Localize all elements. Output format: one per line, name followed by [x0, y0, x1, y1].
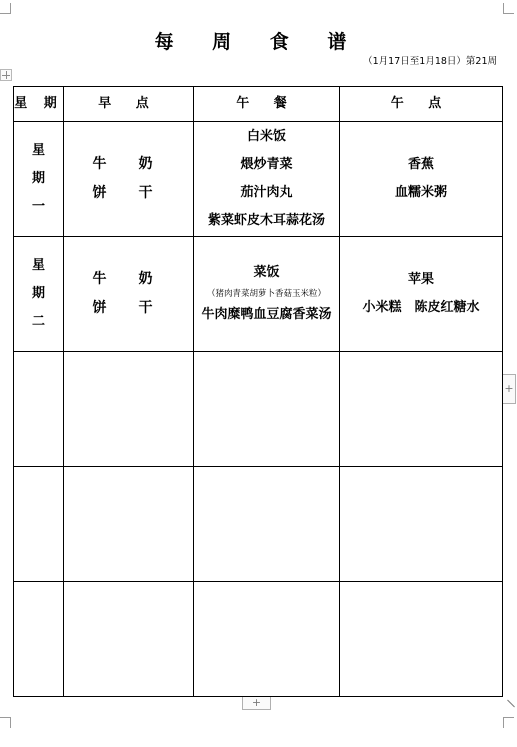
lunch-cell[interactable]	[194, 582, 340, 697]
table-row	[14, 237, 503, 352]
header-breakfast: 早 点	[64, 87, 194, 122]
weekly-menu-table	[13, 86, 503, 697]
lunch-cell[interactable]	[194, 122, 340, 237]
breakfast-item: 饼干	[92, 300, 185, 316]
breakfast-cell[interactable]	[64, 352, 194, 467]
day-cell[interactable]	[14, 122, 64, 237]
day-char: 星	[31, 258, 45, 273]
lunch-cell[interactable]	[194, 237, 340, 352]
lunch-item: 茄汁肉丸	[240, 185, 293, 200]
snack-cell[interactable]	[340, 467, 503, 582]
lunch-item: 紫菜虾皮木耳蒜花汤	[207, 213, 325, 228]
add-column-button[interactable]: +	[503, 374, 516, 404]
table-resize-handle-icon[interactable]	[504, 698, 516, 710]
table-header-row	[14, 87, 503, 122]
lunch-item: 菜饭	[253, 265, 280, 280]
breakfast-cell[interactable]	[64, 122, 194, 237]
crop-mark-bottom-right	[503, 717, 514, 728]
lunch-cell[interactable]	[194, 467, 340, 582]
breakfast-cell[interactable]	[64, 467, 194, 582]
lunch-cell[interactable]	[194, 352, 340, 467]
table-move-handle-icon[interactable]	[0, 69, 12, 81]
snack-item: 血糯米粥	[394, 185, 447, 200]
table-row	[14, 582, 503, 697]
snack-item: 小米糕 陈皮红糖水	[362, 300, 480, 315]
lunch-item: 牛肉糜鸭血豆腐香菜汤	[201, 307, 332, 322]
table-row	[14, 467, 503, 582]
crop-mark-bottom-left	[0, 717, 11, 728]
page-title: 每 周 食 谱	[154, 31, 363, 53]
table-row	[14, 352, 503, 467]
add-row-button[interactable]: +	[242, 697, 271, 710]
snack-cell[interactable]	[340, 582, 503, 697]
breakfast-item: 牛奶	[92, 156, 185, 172]
day-char: 期	[31, 171, 45, 186]
snack-cell[interactable]	[340, 122, 503, 237]
breakfast-item: 饼干	[92, 185, 185, 201]
lunch-item: 煨炒青菜	[240, 157, 293, 172]
date-range-subtitle: （1月17日至1月18日）第21周	[363, 56, 497, 67]
snack-item: 苹果	[407, 272, 434, 287]
day-char: 星	[31, 143, 45, 158]
header-day: 星 期	[14, 87, 64, 122]
lunch-note: （猪肉青菜胡萝卜香菇玉米粒）	[206, 289, 326, 299]
breakfast-cell[interactable]	[64, 582, 194, 697]
header-snack: 午 点	[340, 87, 503, 122]
table-row	[14, 122, 503, 237]
breakfast-cell[interactable]	[64, 237, 194, 352]
lunch-item: 白米饭	[246, 129, 286, 144]
header-lunch: 午 餐	[194, 87, 340, 122]
day-char: 二	[31, 314, 45, 329]
day-cell[interactable]	[14, 582, 64, 697]
snack-cell[interactable]	[340, 237, 503, 352]
crop-mark-top-right	[503, 3, 514, 14]
day-char: 期	[31, 286, 45, 301]
day-cell[interactable]	[14, 352, 64, 467]
snack-item: 香蕉	[407, 157, 434, 172]
crop-mark-top-left	[0, 3, 11, 14]
day-char: 一	[31, 199, 45, 214]
day-cell[interactable]	[14, 467, 64, 582]
breakfast-item: 牛奶	[92, 271, 185, 287]
snack-cell[interactable]	[340, 352, 503, 467]
day-cell[interactable]	[14, 237, 64, 352]
